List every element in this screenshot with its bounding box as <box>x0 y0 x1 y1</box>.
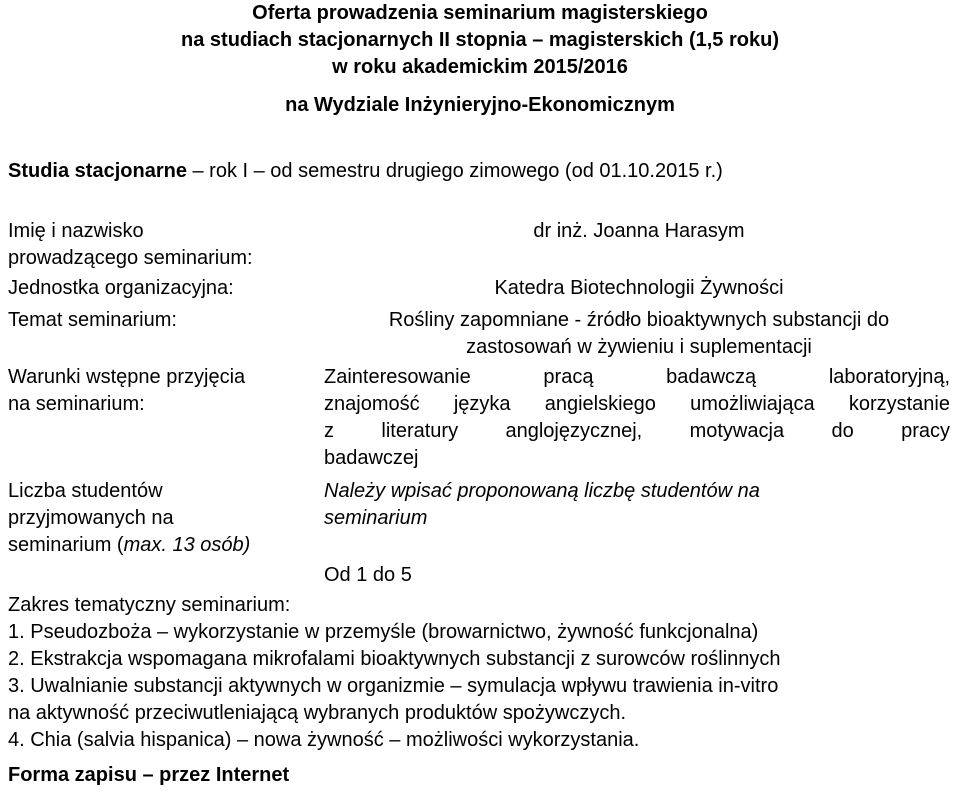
header-academic-year: w roku akademickim 2015/2016 <box>332 56 628 78</box>
topic-label: Temat seminarium: <box>8 309 177 331</box>
scope-item: 2. Ekstrakcja wspomagana mikrofalami bioaktywnych substancji z surowców roślinnych <box>8 648 781 670</box>
scope-label: Zakres tematyczny seminarium: <box>8 594 291 616</box>
students-hint: Należy wpisać proponowaną liczbę studentów na <box>324 480 760 502</box>
studies-line <box>8 158 723 184</box>
students-label-cont: przyjmowanych na <box>8 507 174 529</box>
topic-value-cont: zastosowań w żywieniu i suplementacji <box>466 336 812 358</box>
conditions-label: Warunki wstępne przyjęcia <box>8 366 246 388</box>
supervisor-value: dr inż. Joanna Harasym <box>533 220 745 242</box>
students-value: Od 1 do 5 <box>324 564 412 586</box>
supervisor-label-cont: prowadzącego seminarium: <box>8 247 253 269</box>
students-label-prefix: seminarium ( <box>8 534 124 556</box>
conditions-label-cont: na seminarium: <box>8 393 145 415</box>
header-faculty: na Wydziale Inżynieryjno-Ekonomicznym <box>285 94 675 116</box>
students-hint-cont: seminarium <box>324 507 428 529</box>
unit-label: Jednostka organizacyjna: <box>8 277 234 299</box>
students-label-max <box>8 532 250 558</box>
conditions-value-3: z literatury anglojęzycznej, motywacja do pracy <box>324 420 950 442</box>
students-max-note: max. 13 osób) <box>123 534 251 556</box>
header-title: Oferta prowadzenia seminarium magisterskiego <box>252 2 708 24</box>
scope-item: 3. Uwalnianie substancji aktywnych w organizmie – symulacja wpływu trawienia in-vitro <box>8 675 779 697</box>
supervisor-label: Imię i nazwisko <box>8 220 144 242</box>
studies-details: – rok I – od semestru drugiego zimowego (od 01.10.2015 r.) <box>186 160 723 182</box>
conditions-value-2: znajomość języka angielskiego umożliwiająca korzystanie <box>324 393 950 415</box>
scope-item-cont: na aktywność przeciwutleniającą wybranych produktów spożywczych. <box>8 702 627 724</box>
studies-mode: Studia stacjonarne <box>8 160 187 182</box>
scope-item: 1. Pseudozboża – wykorzystanie w przemyśle (browarnictwo, żywność funkcjonalna) <box>8 621 759 643</box>
header-subtitle: na studiach stacjonarnych II stopnia – magisterskich (1,5 roku) <box>181 29 779 51</box>
conditions-value-4: badawczej <box>324 447 419 469</box>
topic-value: Rośliny zapomniane - źródło bioaktywnych substancji do <box>388 309 890 331</box>
students-label: Liczba studentów <box>8 480 163 502</box>
enrollment-form: Forma zapisu – przez Internet <box>8 764 290 786</box>
conditions-value-1: Zainteresowanie pracą badawczą laboratoryjną, <box>324 366 950 388</box>
unit-value: Katedra Biotechnologii Żywności <box>494 277 784 299</box>
scope-item: 4. Chia (salvia hispanica) – nowa żywność – możliwości wykorzystania. <box>8 729 640 751</box>
